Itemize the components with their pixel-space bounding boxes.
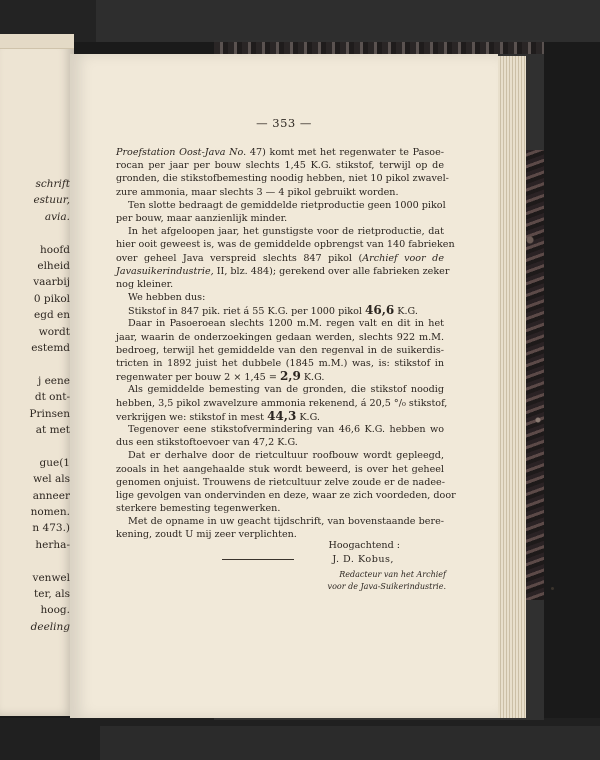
body-line: Als gemiddelde bemesting van de gronden, die stikstof noodig: [128, 384, 444, 396]
left-page-fragment: hoog.: [40, 604, 70, 617]
marbled-cover-edge-top: [214, 42, 544, 54]
left-page-fragment: Prinsen: [29, 407, 70, 420]
left-page-fragment: estuur,: [33, 194, 70, 207]
body-line: 47) komt met het regenwater te Pasoe-: [246, 147, 444, 158]
calc-line: regenwater per bouw 2 × 1,45 =: [116, 372, 277, 384]
left-page-fragment: elheid: [37, 260, 70, 272]
left-page-fragment: at met: [35, 424, 70, 436]
calc-line: Stikstof in 847 pik. riet á 55 K.G. per 1000 pikol: [128, 306, 362, 318]
body-line: lige gevolgen van ondervinden en deze, waar ze zich voordeden, door: [116, 489, 456, 501]
left-page-fragment: egd en: [34, 309, 70, 322]
author-name: J. D. Kobus,: [332, 554, 394, 565]
body-line: Dat er derhalve door de rietcultuur roofbouw wordt gepleegd,: [128, 450, 444, 462]
page-number: — 353 —: [256, 116, 312, 130]
body-line: genomen onjuist. Trouwens de rietcultuur zelve zoude er de nadee-: [116, 476, 445, 488]
calc-value: 44,3: [267, 408, 297, 423]
left-page-fragment: ter, als: [34, 588, 70, 600]
body-line: Tegenover eene stikstofvermindering van 46,6 K.G. hebben wo: [128, 423, 444, 435]
calc-value: 46,6: [365, 303, 395, 318]
calc-line: verkrijgen we: stikstof in mest: [116, 411, 265, 423]
closing-greeting: Hoogachtend :: [328, 540, 400, 551]
body-line: rocan per jaar per bouw slechts 1,45 K.G. stikstof, terwijl op de: [116, 160, 444, 172]
left-page-fragment: gue(1: [39, 456, 70, 469]
body-line: Met de opname in uw geacht tijdschrift, van bovenstaande bere-: [128, 516, 444, 528]
author-title: Redacteur van het Archief: [339, 570, 446, 579]
calc-unit: K.G.: [397, 306, 418, 318]
body-line: kening, zoudt U mij zeer verplichten.: [116, 529, 297, 541]
left-page-fragment: wordt: [38, 325, 70, 338]
left-page-fragment: 0 pikol: [33, 292, 70, 305]
body-line: sterkere bemesting tegenwerken.: [116, 503, 281, 515]
body-line: Ten slotte bedraagt de gemiddelde rietproductie geen 1000 pikol: [128, 199, 446, 211]
left-page-fragment: dt ont-: [34, 391, 70, 404]
body-line: Daar in Pasoeroean slechts 1200 m.M. regen valt en dit in het: [128, 318, 444, 330]
left-page-fragment: anneer: [32, 489, 70, 502]
body-line: gronden, die stikstofbemesting noodig hebben, niet 10 pikol zwavel-: [116, 173, 449, 185]
left-page-fragment: avia.: [44, 210, 70, 223]
left-page-fragment: hoofd: [39, 243, 70, 256]
left-page-fragment: j eene: [38, 374, 70, 387]
body-line: tricten in 1892 juist het dubbele (1845 m.M.) was, is: stikstof in: [116, 358, 444, 369]
left-page-fragment: nomen.: [30, 506, 70, 518]
citation: Archief voor de: [362, 252, 444, 264]
marbled-cover-edge-right: [524, 150, 544, 600]
body-line: nog kleiner.: [116, 278, 174, 290]
calc-unit: K.G.: [299, 411, 320, 423]
author-title: voor de Java-Suikerindustrie.: [327, 582, 446, 591]
left-page-fragment: herha-: [35, 538, 70, 551]
left-page-fragment: estemd: [31, 342, 70, 354]
left-page-fragment: schrift: [35, 178, 70, 190]
body-text: [116, 146, 456, 542]
left-page-fragment: deeling: [30, 620, 70, 633]
scan-background-top: [0, 0, 600, 42]
body-line: hebben, 3,5 pikol zwavelzure ammonia rekenend, á 20,5 °/₀ stikstof,: [116, 397, 448, 409]
body-line: hier ooit geweest is, was de gemiddelde opbrengst van 140 fabrieken: [116, 239, 455, 251]
left-page-fragment: wel als: [33, 473, 70, 486]
body-line: zure ammonia, maar slechts 3 — 4 pikol gebruikt worden.: [116, 186, 399, 198]
body-line: per bouw, maar aanzienlijk minder.: [116, 212, 288, 224]
body-line: Proefstation Oost-Java No.: [116, 147, 247, 158]
citation: Javasuikerindustrie,: [116, 265, 214, 277]
body-line: bedroeg, terwijl het gemiddelde van den regenval in de suikerdis-: [116, 344, 444, 356]
right-page: [70, 54, 498, 718]
section-divider: [222, 559, 294, 560]
body-line: dus een stikstoftoevoer van 47,2 K.G.: [116, 437, 298, 449]
left-page-fragment: vaarbij: [33, 276, 70, 289]
left-page-fragment: venwel: [32, 571, 70, 584]
body-line: We hebben dus:: [128, 292, 206, 304]
calc-unit: K.G.: [303, 372, 325, 384]
body-line: over geheel Java verspreid slechts 847 pikol (: [116, 252, 363, 264]
body-line: In het afgeloopen jaar, het gunstigste voor de rietproductie, dat: [128, 226, 444, 238]
body-line: II, blz. 484); gerekend over alle fabrieken zeker: [213, 265, 450, 277]
ink-speck: [551, 587, 554, 590]
left-page-fragment: n 473.): [32, 522, 70, 535]
calc-value: 2,9: [279, 369, 301, 384]
scan-background-bottom: [0, 718, 600, 760]
body-line: jaar, waarin de onderzoekingen gedaan werden, slechts 922 m.M.: [116, 331, 444, 343]
body-line: zooals in het aangehaalde stuk wordt beweerd, is over het geheel: [116, 463, 444, 475]
left-page: [0, 40, 74, 716]
